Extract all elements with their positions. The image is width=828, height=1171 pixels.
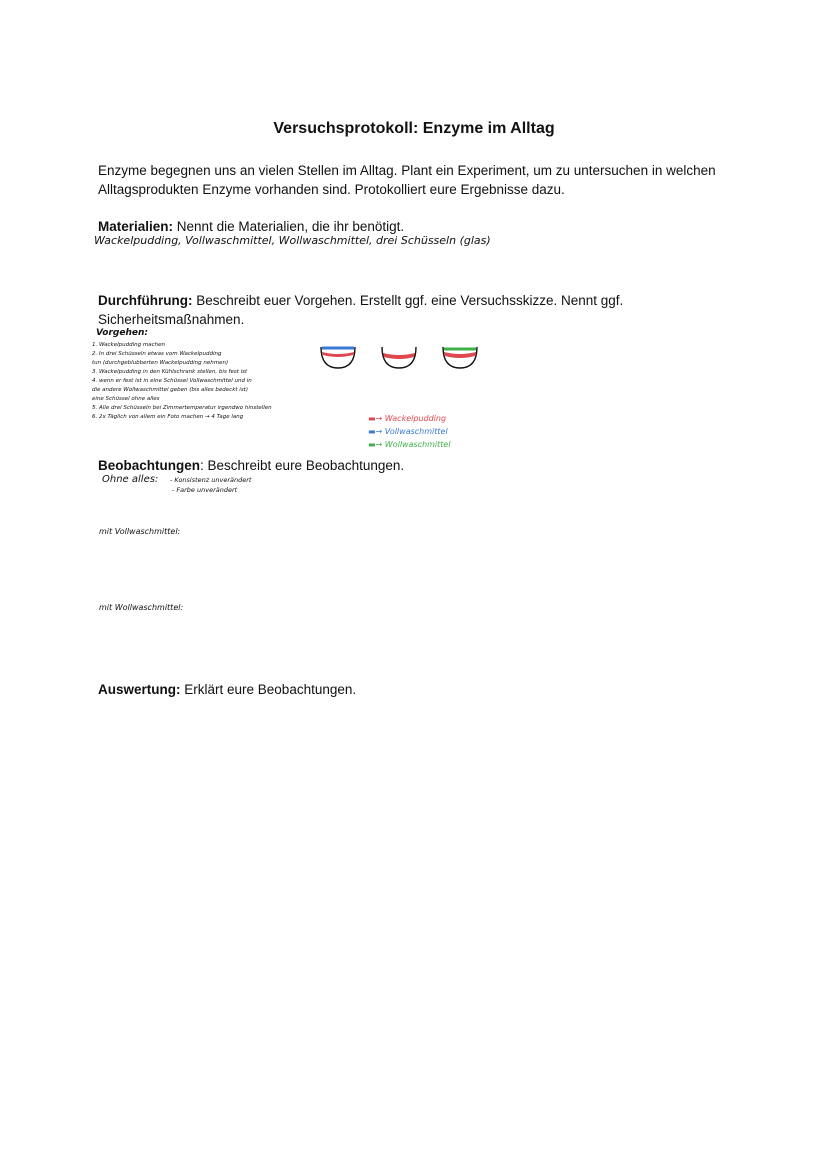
durchfuehrung-prompt: Beschreibt euer Vorgehen. Erstellt ggf. eine Versuchsskizze. Nennt ggf. Sicherheitsmaßnahmen.	[98, 293, 624, 327]
materialien-answer: Wackelpudding, Vollwaschmittel, Wollwaschmittel, drei Schüsseln (glas)	[94, 234, 491, 247]
bowl-ohne-alles	[382, 347, 416, 368]
beobachtungen-section	[98, 456, 718, 475]
legend-swatch-icon: ▬	[368, 427, 376, 436]
mit-wollwaschmittel-label: mit Wollwaschmittel:	[99, 603, 184, 612]
versuchsskizze-bowls	[318, 342, 488, 372]
vorgehen-step: 3. Wackelpudding in den Kühlschrank stellen, bis fest ist	[92, 369, 248, 375]
ohne-alles-label: Ohne alles:	[102, 474, 159, 485]
vorgehen-step: 1. Wackelpudding machen	[92, 342, 165, 348]
legend-swatch-icon: ▬	[368, 440, 376, 449]
legend-swatch-icon: ▬	[368, 414, 376, 423]
auswertung-section	[98, 680, 718, 699]
legend-item-wollwaschmittel: ▬→ Wollwaschmittel	[368, 440, 451, 449]
vorgehen-step: 6. 2x Täglich von allem ein Foto machen → 4 Tage lang	[92, 414, 244, 420]
ohne-alles-item: - Farbe unverändert	[172, 486, 238, 494]
vorgehen-step: 5. Alle drei Schüsseln bei Zimmertemperatur irgendwo hinstellen	[92, 405, 272, 411]
vorgehen-step: tun (durchgeblubberten Wackelpudding nehmen)	[92, 360, 229, 366]
materialien-prompt: Nennt die Materialien, die ihr benötigt.	[176, 219, 405, 234]
vorgehen-heading: Vorgehen:	[96, 328, 148, 338]
legend-item-wackelpudding: ▬→ Wackelpudding	[368, 414, 447, 423]
beobachtungen-prompt: : Beschreibt eure Beobachtungen.	[200, 458, 405, 473]
bowl-vollwaschmittel	[321, 347, 355, 368]
vorgehen-step: 4. wenn er fest ist in eine Schüssel Vollwaschmittel und in	[92, 378, 252, 384]
legend-item-vollwaschmittel: ▬→ Vollwaschmittel	[368, 427, 448, 436]
vorgehen-step: eine Schüssel ohne alles	[92, 396, 160, 402]
ohne-alles-item: - Konsistenz unverändert	[170, 476, 252, 484]
vorgehen-step: die andere Wollwaschmittel geben (bis alles bedeckt ist)	[92, 387, 248, 393]
mit-vollwaschmittel-label: mit Vollwaschmittel:	[99, 527, 181, 536]
page-title: Versuchsprotokoll: Enzyme im Alltag	[273, 120, 555, 137]
durchfuehrung-section	[98, 291, 718, 329]
intro-text: Enzyme begegnen uns an vielen Stellen im Alltag. Plant ein Experiment, um zu untersuchen in welchen Alltagsprodukten Enzyme vorhanden sind. Protokolliert eure Ergebnisse dazu.	[98, 163, 716, 197]
auswertung-prompt: Erklärt eure Beobachtungen.	[184, 682, 357, 697]
bowl-wollwaschmittel	[443, 347, 477, 368]
auswertung-label: Auswertung:	[98, 682, 181, 697]
materialien-label: Materialien:	[98, 219, 174, 234]
vorgehen-step: 2. In drei Schüsseln etwas vom Wackelpudding	[92, 351, 222, 357]
beobachtungen-label: Beobachtungen	[98, 458, 201, 473]
durchfuehrung-label: Durchführung:	[98, 293, 193, 308]
